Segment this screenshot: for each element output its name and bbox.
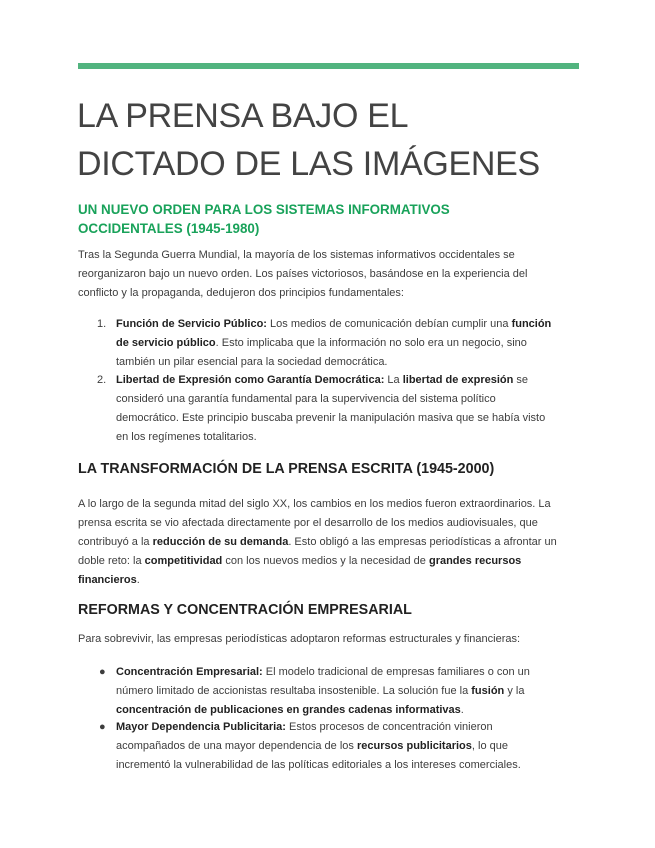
bold-term: de servicio público (116, 337, 216, 349)
text: . (460, 704, 464, 716)
text: La (384, 374, 403, 386)
text-line: democrático. Este principio buscaba prevenir la manipulación masiva que se había visto (116, 412, 546, 424)
text-line: Para sobrevivir, las empresas periodísticas adoptaron reformas estructurales y financieras: (78, 633, 521, 645)
text: Estos procesos de concentración vinieron (285, 721, 493, 733)
subtitle-line: UN NUEVO ORDEN PARA LOS SISTEMAS INFORMATIVOS (78, 202, 450, 217)
bold-term: fusión (471, 685, 505, 697)
bold-term: Función de Servicio Público: (116, 318, 267, 330)
reforms-intro (78, 630, 583, 649)
text: contribuyó a la (78, 536, 153, 548)
text-line: en los regímenes totalitarios. (116, 431, 257, 443)
text: con los nuevos medios y la necesidad de (222, 555, 429, 567)
bold-term: competitividad (144, 555, 223, 567)
text-line: conflicto y la propaganda, dedujeron dos principios fundamentales: (78, 287, 404, 299)
text: , lo que (471, 740, 508, 752)
text: acompañados de una mayor dependencia de los (116, 740, 357, 752)
text-line: Tras la Segunda Guerra Mundial, la mayoría de los sistemas informativos occidentales se (78, 249, 515, 261)
page-title (77, 92, 597, 188)
text-line: también un pilar esencial para la sociedad democrática. (116, 356, 388, 368)
text: . Esto implicaba que la información no solo era un negocio, sino (215, 337, 527, 349)
bold-term: Mayor Dependencia Publicitaria: (116, 721, 286, 733)
list-number: 2. (97, 374, 107, 386)
text: Los medios de comunicación debían cumplir una (266, 318, 512, 330)
bold-term: función (511, 318, 552, 330)
title-line: LA PRENSA BAJO EL (77, 97, 409, 135)
text: doble reto: la (78, 555, 145, 567)
bold-term: Libertad de Expresión como Garantía Democrática: (116, 374, 385, 386)
text-line: A lo largo de la segunda mitad del siglo XX, los cambios en los medios fueron extraordinarios. La (78, 498, 551, 510)
header-rule (78, 63, 579, 69)
text: número limitado de accionistas resultaba insostenible. La solución fue la (116, 685, 472, 697)
bold-term: grandes recursos (428, 555, 522, 567)
text: El modelo tradicional de empresas familiares o con un (262, 666, 530, 678)
list-number: 1. (97, 318, 107, 330)
section-heading: REFORMAS Y CONCENTRACIÓN EMPRESARIAL (78, 602, 412, 618)
section-heading: LA TRANSFORMACIÓN DE LA PRENSA ESCRITA (1945-2000) (78, 461, 495, 477)
subtitle-line: OCCIDENTALES (1945-1980) (78, 221, 260, 236)
text-line: incrementó la vulnerabilidad de las políticas editoriales a los intereses comerciales. (116, 759, 521, 771)
bold-term: concentración de publicaciones en grandes cadenas informativas (116, 704, 461, 716)
intro-paragraph (78, 246, 583, 303)
text-line: reorganizaron bajo un nuevo orden. Los países victoriosos, basándose en la experiencia del (78, 268, 528, 280)
section-subtitle (78, 200, 578, 238)
bold-term: Concentración Empresarial: (116, 666, 263, 678)
bold-term: financieros (78, 574, 137, 586)
transformation-paragraph (78, 495, 583, 590)
text-line: consideró una garantía fundamental para la supervivencia del sistema político (116, 393, 496, 405)
text: se (513, 374, 529, 386)
title-line: DICTADO DE LAS IMÁGENES (77, 145, 540, 183)
bullet-icon: ● (99, 721, 106, 733)
bold-term: reducción de su demanda (152, 536, 289, 548)
text-line: prensa escrita se vio afectada directamente por el desarrollo de los medios audiovisuales, que (78, 517, 538, 529)
text: y la (504, 685, 525, 697)
bold-term: libertad de expresión (402, 374, 514, 386)
text: . (136, 574, 140, 586)
text: . Esto obligó a las empresas periodísticas a afrontar un (288, 536, 557, 548)
bullet-icon: ● (99, 666, 106, 678)
bold-term: recursos publicitarios (356, 740, 472, 752)
